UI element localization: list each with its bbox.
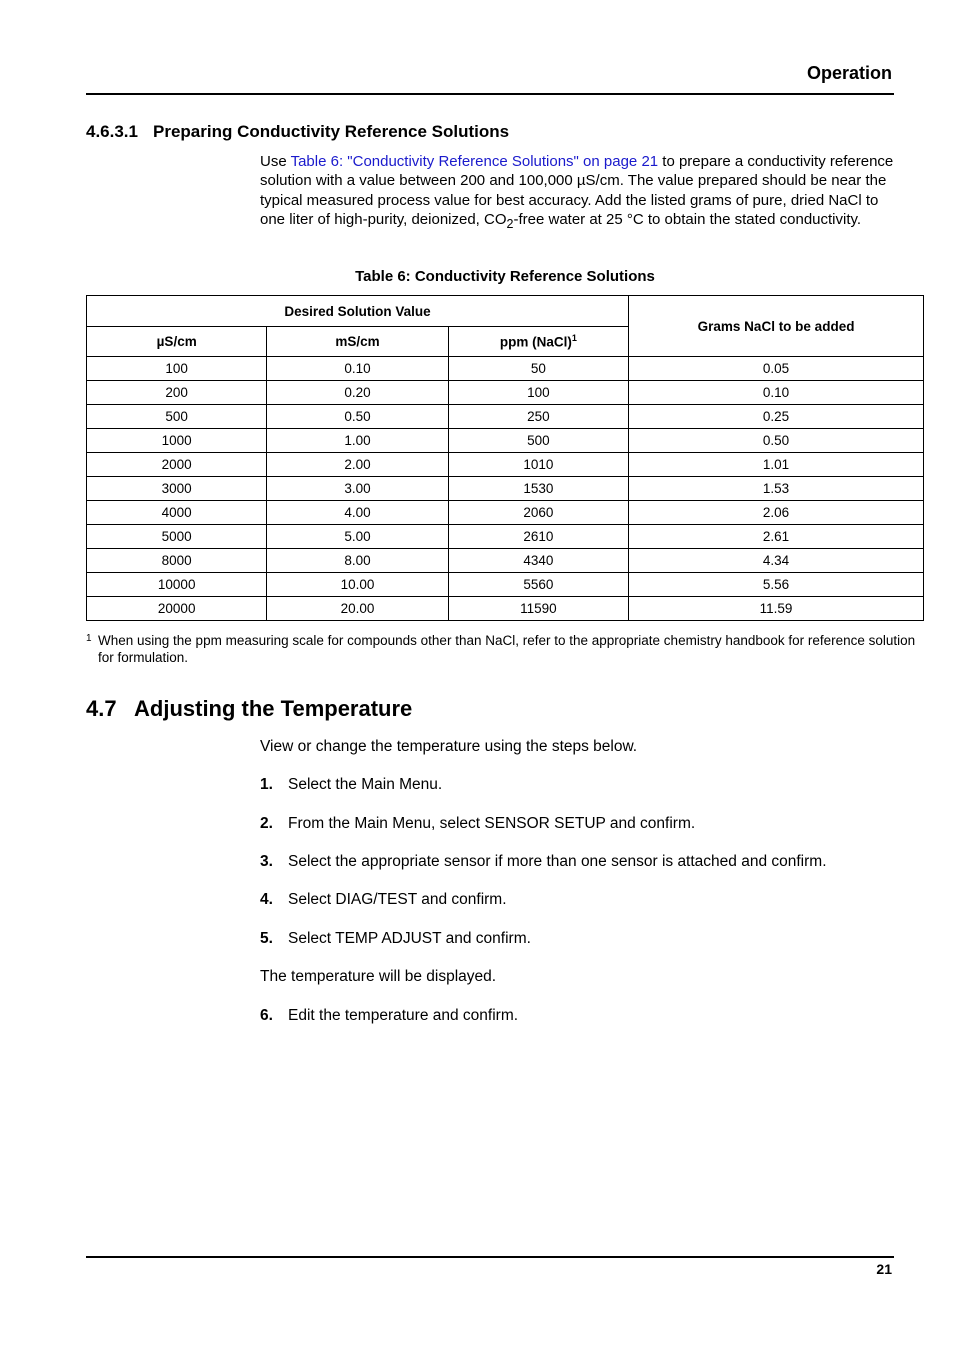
step-item — [260, 853, 827, 871]
section-heading — [86, 696, 412, 722]
cell-ppm: 5560 — [448, 573, 628, 597]
cell-grams: 2.06 — [629, 501, 924, 525]
step-number: 4. — [260, 891, 273, 908]
table-caption: Table 6: Conductivity Reference Solutions — [355, 268, 655, 285]
table-row — [87, 381, 924, 405]
cell-ms: 5.00 — [267, 525, 448, 549]
cell-ppm: 250 — [448, 405, 628, 429]
cell-us: 20000 — [87, 597, 267, 621]
footnote-text: When using the ppm measuring scale for compounds other than NaCl, refer to the appropriate chemistry handbook for reference solution for formulation. — [98, 633, 916, 665]
step-number: 1. — [260, 776, 273, 793]
col-header-ppm-label: ppm (NaCl) — [499, 334, 572, 350]
group-header: Desired Solution Value — [87, 296, 629, 327]
cell-ms: 8.00 — [267, 549, 448, 573]
cell-us: 8000 — [87, 549, 267, 573]
section-intro: View or change the temperature using the steps below. — [260, 738, 638, 755]
cell-ms: 0.20 — [267, 381, 448, 405]
cell-us: 200 — [87, 381, 267, 405]
page-number: 21 — [876, 1261, 892, 1277]
cell-ms: 4.00 — [267, 501, 448, 525]
section-title: Adjusting the Temperature — [134, 696, 413, 721]
step-text: Select the Main Menu. — [288, 776, 443, 793]
cell-us: 4000 — [87, 501, 267, 525]
footer-divider — [86, 1256, 894, 1258]
subsection-title: Preparing Conductivity Reference Solutions — [153, 122, 510, 141]
step-item — [260, 815, 695, 833]
cell-grams: 2.61 — [629, 525, 924, 549]
footnote-mark: 1 — [86, 633, 92, 644]
cell-ppm: 1010 — [448, 453, 628, 477]
step-item — [260, 891, 507, 909]
cell-grams: 1.53 — [629, 477, 924, 501]
cell-us: 3000 — [87, 477, 267, 501]
table-row — [87, 525, 924, 549]
step-number: 3. — [260, 853, 273, 870]
conductivity-table — [86, 295, 924, 621]
step-text: Select TEMP ADJUST and confirm. — [288, 930, 531, 947]
cell-us: 100 — [87, 357, 267, 381]
step-number: 6. — [260, 1007, 273, 1024]
cell-ppm: 2060 — [448, 501, 628, 525]
cell-grams: 4.34 — [629, 549, 924, 573]
grams-header: Grams NaCl to be added — [629, 296, 924, 357]
footnote — [86, 632, 924, 666]
step-text: Select the appropriate sensor if more than one sensor is attached and confirm. — [288, 853, 827, 870]
cell-grams: 0.05 — [629, 357, 924, 381]
intro-prefix: Use — [260, 153, 291, 170]
table-row — [87, 429, 924, 453]
step-item — [260, 930, 531, 948]
header-divider — [86, 93, 894, 95]
subsection-number: 4.6.3.1 — [86, 122, 138, 141]
header-title: Operation — [806, 63, 892, 83]
cell-ms: 1.00 — [267, 429, 448, 453]
table-row — [87, 453, 924, 477]
col-header-ppm — [448, 327, 628, 357]
cell-ms: 3.00 — [267, 477, 448, 501]
step-number: 5. — [260, 930, 273, 947]
col-header-ms: mS/cm — [267, 327, 448, 357]
intro-text: to prepare a conductivity reference solution with a value between 200 and 100,000 µS/cm. The value prepared should be near the typical measured process value for best accuracy. Add the listed grams of pure, dried NaCl to one liter of high-purity, deionized, CO — [260, 153, 894, 229]
subsection-heading — [86, 122, 509, 142]
table-row — [87, 501, 924, 525]
cell-us: 5000 — [87, 525, 267, 549]
cell-us: 2000 — [87, 453, 267, 477]
cell-us: 10000 — [87, 573, 267, 597]
cell-us: 1000 — [87, 429, 267, 453]
cell-ppm: 4340 — [448, 549, 628, 573]
table-row — [87, 477, 924, 501]
section-number: 4.7 — [86, 696, 117, 721]
step-item — [260, 1007, 518, 1025]
col-header-us: µS/cm — [87, 327, 267, 357]
cell-ms: 0.50 — [267, 405, 448, 429]
table-row — [87, 573, 924, 597]
result-text: The temperature will be displayed. — [260, 968, 497, 985]
step-item — [260, 776, 442, 794]
cell-ms: 0.10 — [267, 357, 448, 381]
cell-ppm: 11590 — [448, 597, 628, 621]
cell-grams: 0.10 — [629, 381, 924, 405]
footnote-ref: 1 — [571, 333, 577, 344]
cell-ms: 2.00 — [267, 453, 448, 477]
cell-grams: 0.50 — [629, 429, 924, 453]
cell-grams: 1.01 — [629, 453, 924, 477]
cell-grams: 0.25 — [629, 405, 924, 429]
cell-ppm: 50 — [448, 357, 628, 381]
step-text: Edit the temperature and confirm. — [288, 1007, 519, 1024]
intro-paragraph — [260, 152, 900, 235]
cell-ppm: 2610 — [448, 525, 628, 549]
cell-ppm: 500 — [448, 429, 628, 453]
intro-text-end: -free water at 25 °C to obtain the stated conductivity. — [513, 211, 862, 229]
table-row — [87, 597, 924, 621]
cell-grams: 11.59 — [629, 597, 924, 621]
cell-grams: 5.56 — [629, 573, 924, 597]
step-text: From the Main Menu, select SENSOR SETUP and confirm. — [288, 815, 696, 832]
cell-ms: 10.00 — [267, 573, 448, 597]
table-row — [87, 357, 924, 381]
cell-ms: 20.00 — [267, 597, 448, 621]
step-text: Select DIAG/TEST and confirm. — [288, 891, 507, 908]
intro-subscript: 2 — [506, 217, 514, 232]
table-link[interactable]: Table 6: "Conductivity Reference Solutions" on page 21 — [290, 153, 659, 170]
cell-ppm: 100 — [448, 381, 628, 405]
cell-ppm: 1530 — [448, 477, 628, 501]
table-body — [87, 357, 924, 621]
table-row — [87, 549, 924, 573]
cell-us: 500 — [87, 405, 267, 429]
table-row — [87, 405, 924, 429]
step-number: 2. — [260, 815, 273, 832]
